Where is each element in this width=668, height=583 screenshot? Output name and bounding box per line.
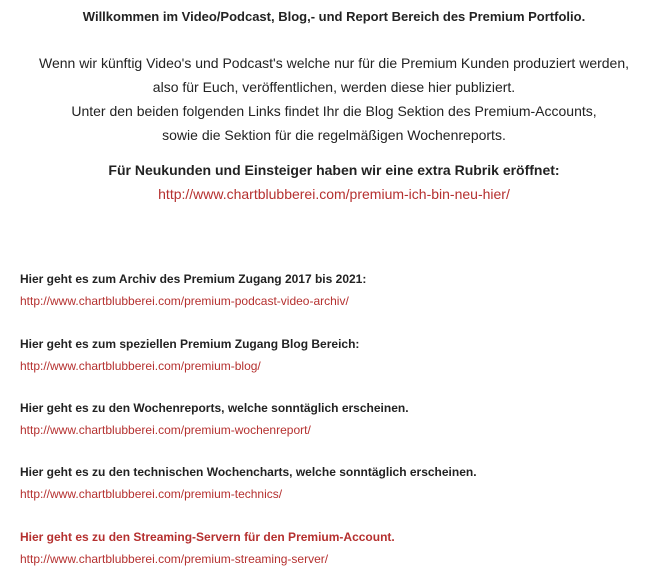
section-heading: Hier geht es zu den Streaming-Servern für den Premium-Account. [20, 530, 395, 544]
intro-line: also für Euch, veröffentlichen, werden diese hier publiziert. [152, 79, 516, 95]
streaming-server-link[interactable]: http://www.chartblubberei.com/premium-streaming-server/ [20, 552, 329, 566]
newcomer-link[interactable]: http://www.chartblubberei.com/premium-ich-bin-neu-hier/ [158, 186, 510, 202]
newcomer-heading: Für Neukunden und Einsteiger haben wir eine extra Rubrik eröffnet: [108, 162, 560, 178]
intro-line: sowie die Sektion für die regelmäßigen Wochenreports. [162, 127, 506, 143]
section-blog [20, 336, 660, 374]
page-title: Willkommen im Video/Podcast, Blog,- und Report Bereich des Premium Portfolio. [82, 9, 586, 24]
section-heading: Hier geht es zu den Wochenreports, welche sonntäglich erscheinen. [20, 401, 409, 415]
intro-paragraph [0, 51, 668, 147]
weekly-report-link[interactable]: http://www.chartblubberei.com/premium-wochenreport/ [20, 423, 311, 437]
section-heading: Hier geht es zu den technischen Wochencharts, welche sonntäglich erscheinen. [20, 465, 477, 479]
section-heading: Hier geht es zum Archiv des Premium Zugang 2017 bis 2021: [20, 272, 367, 286]
blog-link[interactable]: http://www.chartblubberei.com/premium-blog/ [20, 359, 261, 373]
technics-link[interactable]: http://www.chartblubberei.com/premium-technics/ [20, 487, 283, 501]
intro-line: Unter den beiden folgenden Links findet Ihr die Blog Sektion des Premium-Accounts, [71, 103, 597, 119]
archive-link[interactable]: http://www.chartblubberei.com/premium-podcast-video-archiv/ [20, 294, 349, 308]
intro-line: Wenn wir künftig Video's und Podcast's welche nur für die Premium Kunden produziert werden, [38, 55, 630, 71]
section-archive [20, 271, 660, 309]
section-technical-charts [20, 464, 660, 502]
section-weekly-reports [20, 400, 660, 438]
section-heading: Hier geht es zum speziellen Premium Zugang Blog Bereich: [20, 337, 360, 351]
section-streaming [20, 529, 660, 567]
